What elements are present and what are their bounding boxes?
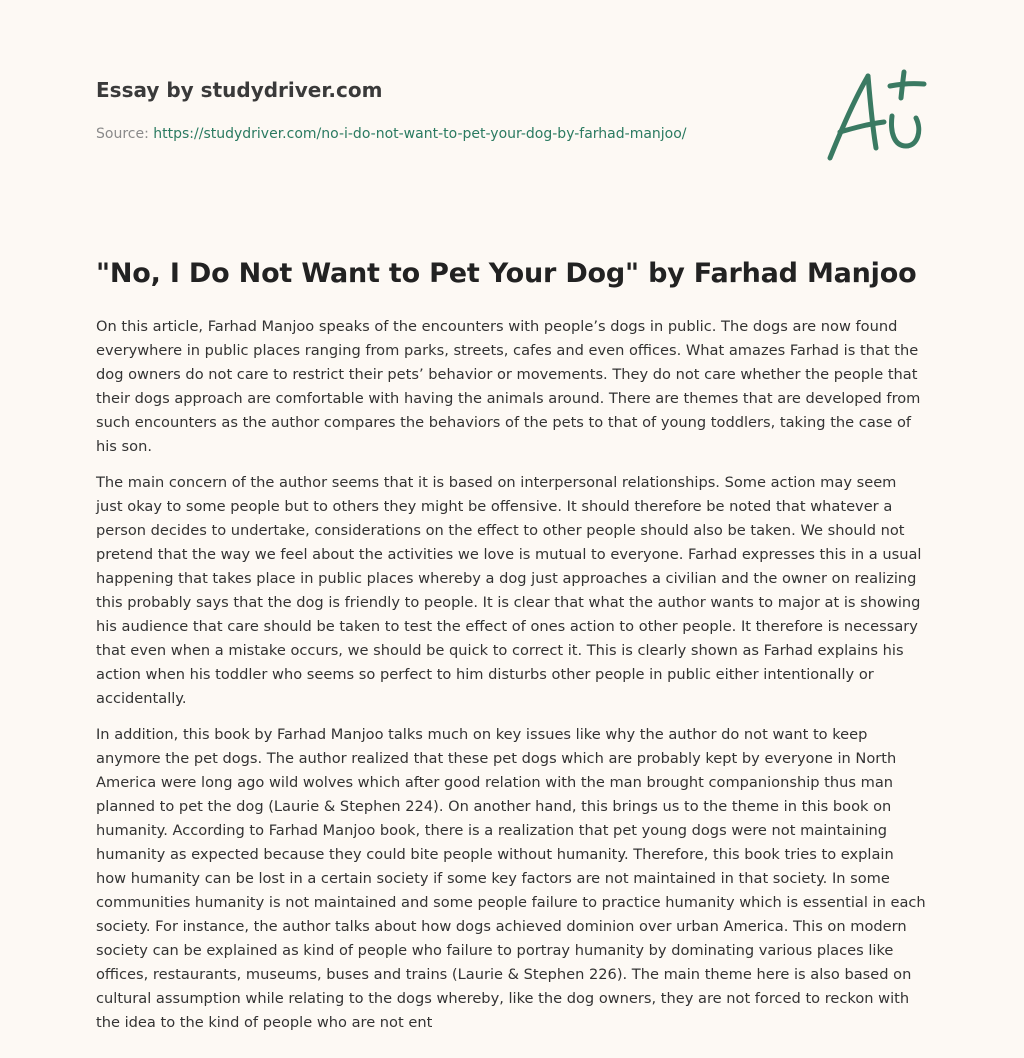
essay-paragraph-3: In addition, this book by Farhad Manjoo talks much on key issues like why the author do not want to keep anymore the pet dogs. The author realized that these pet dogs which are probably kept by everyone in North America were long ago wild wolves which after good relation with the man brought companionship thus man planned to pet the dog (Laurie & Stephen 224). On another hand, this brings us to the theme in this book on humanity. According to Farhad Manjoo book, there is a realization that pet young dogs were not maintaining humanity as expected because they could bite people without humanity. Therefore, this book tries to explain how humanity can be lost in a certain society if some key factors are not maintained in that society. In some communities humanity is not maintained and some people failure to practice humanity which is essential in each society. For instance, the author talks about how dogs achieved dominion over urban America. This on modern society can be explained as kind of people who failure to portray humanity by dominating various places like offices, restaurants, museums, buses and trains (Laurie & Stephen 226). The main theme here is also based on cultural assumption while relating to the dogs whereby, like the dog owners, they are not forced to reckon with the idea to the kind of people who are not ent: [96, 726, 926, 1031]
essay-paragraph-1: On this article, Farhad Manjoo speaks of the encounters with people’s dogs in public. The dogs are now found everywhere in public places ranging from parks, streets, cafes and even offices. What amazes Farhad is that the dog owners do not care to restrict their pets’ behavior or movements. They do not care whether the people that their dogs approach are comfortable with having the animals around. There are themes that are developed from such encounters as the author compares the behaviors of the pets to that of young toddlers, taking the case of his son.: [96, 318, 921, 455]
essay-body: [96, 315, 926, 1047]
page-header: [96, 76, 796, 144]
essay-title: "No, I Do Not Want to Pet Your Dog" by Farhad Manjoo: [96, 258, 917, 289]
site-brand: Essay by studydriver.com: [96, 78, 383, 102]
essay-paragraph-2: The main concern of the author seems that it is based on interpersonal relationships. Some action may seem just okay to some people but to others they might be offensive. It should therefore be noted that whatever a person decides to undertake, considerations on the effect to other people should also be taken. We should not pretend that the way we feel about the activities we love is mutual to everyone. Farhad expresses this in a usual happening that takes place in public places whereby a dog just approaches a civilian and the owner on realizing this probably says that the dog is friendly to people. It is clear that what the author wants to major at is showing his audience that care should be taken to test the effect of ones action to other people. It therefore is necessary that even when a mistake occurs, we should be quick to correct it. This is clearly shown as Farhad explains his action when his toddler who seems so perfect to him disturbs other people in public either intentionally or accidentally.: [96, 474, 922, 707]
source-line: [96, 124, 796, 144]
source-link[interactable]: https://studydriver.com/no-i-do-not-want-to-pet-your-dog-by-farhad-manjoo/: [153, 126, 687, 142]
a-plus-grade-icon: [820, 66, 930, 166]
source-label: Source:: [96, 126, 149, 142]
